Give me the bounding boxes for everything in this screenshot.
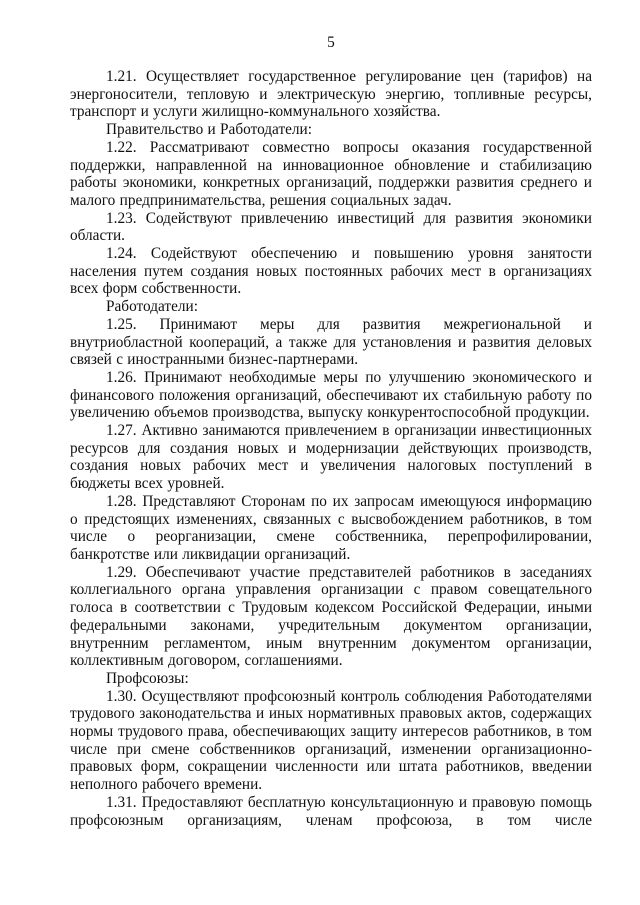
paragraph-1-27: 1.27. Активно занимаются привлечением в организации инвестиционных ресурсов для создания новых и модернизации действующих производств, создания новых рабочих мест и увеличения налоговых поступлений в бюджеты всех уровней. — [70, 422, 592, 493]
paragraph-1-23: 1.23. Содействуют привлечению инвестиций для развития экономики области. — [70, 209, 592, 245]
subheading-trade-unions: Профсоюзы: — [106, 669, 189, 687]
subheading-government-and-employers: Правительство и Работодатели: — [106, 121, 312, 139]
document-body — [70, 68, 592, 829]
paragraph-1-31: 1.31. Предоставляют бесплатную консультационную и правовую помощь профсоюзным организациям, членам профсоюза, в том числе — [70, 793, 592, 829]
page-number: 5 — [327, 34, 335, 51]
paragraph-1-30: 1.30. Осуществляют профсоюзный контроль соблюдения Работодателями трудового законодательства и иных нормативных правовых актов, содержащих нормы трудового права, обеспечивающих защиту интересов работников, в том числе при смене собственников организаций, изменении организационно-правовых форм, сокращении численности или штата работников, введении неполного рабочего времени. — [70, 687, 592, 794]
paragraph-1-24: 1.24. Содействуют обеспечению и повышению уровня занятости населения путем создания новых постоянных рабочих мест в организациях всех форм собственности. — [70, 245, 592, 298]
paragraph-1-26: 1.26. Принимают необходимые меры по улучшению экономического и финансового положения организаций, обеспечивают их стабильную работу по увеличению объемов производства, выпуску конкурентоспособной продукции. — [70, 368, 592, 422]
paragraph-1-25: 1.25. Принимают меры для развития межрегиональной и внутриобластной коопераций, а также для установления и развития деловых связей с иностранными бизнес-партнерами. — [70, 315, 592, 369]
paragraph-1-22: 1.22. Рассматривают совместно вопросы оказания государственной поддержки, направленной на инновационное обновление и стабилизацию работы экономики, конкретных организаций, поддержки развития среднего и малого предпринимательства, решения социальных задач. — [70, 138, 592, 209]
paragraph-1-29: 1.29. Обеспечивают участие представителей работников в заседаниях коллегиального органа управления организации с правом совещательного голоса в соответствии с Трудовым кодексом Российской Федерации, иными федеральными законами, учредительным документом организации, внутренним регламентом, иным внутренним документом организации, коллективным договором, соглашениями. — [70, 563, 592, 670]
subheading-employers: Работодатели: — [106, 298, 198, 316]
paragraph-1-21: 1.21. Осуществляет государственное регулирование цен (тарифов) на энергоносители, тепловую и электрическую энергию, топливные ресурсы, транспорт и услуги жилищно-коммунального хозяйства. — [70, 68, 592, 121]
paragraph-1-28: 1.28. Представляют Сторонам по их запросам имеющуюся информацию о предстоящих изменениях, связанных с высвобождением работников, в том числе о реорганизации, смене собственника, перепрофилировании, банкротстве или ликвидации организаций. — [70, 492, 592, 563]
